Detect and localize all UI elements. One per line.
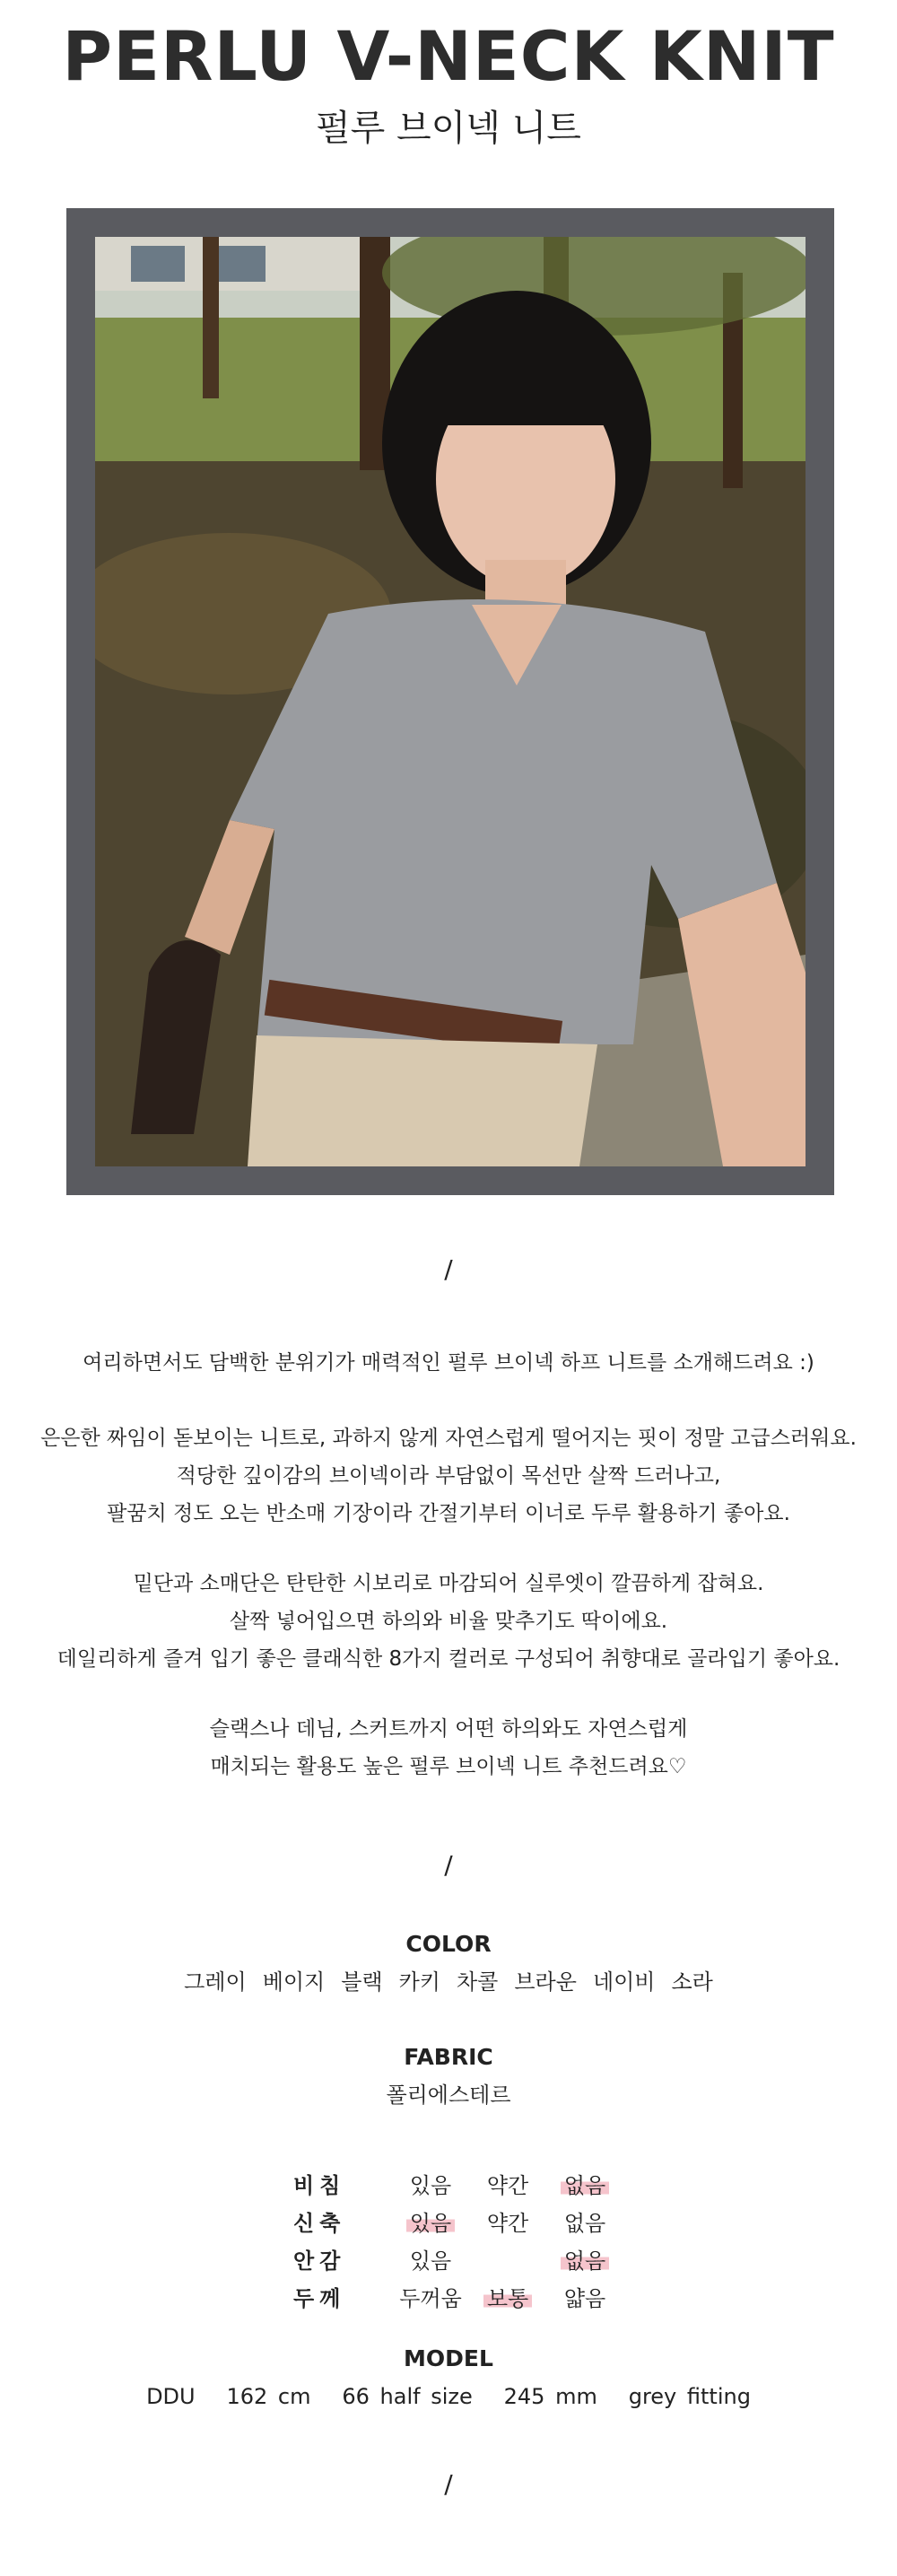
- color-option: 카키: [398, 1969, 440, 1995]
- spec-option: 두꺼움: [399, 2285, 462, 2311]
- product-photo-frame: [66, 208, 834, 1195]
- spec-option-selected: 있음: [406, 2205, 455, 2237]
- description-line: 살짝 넣어입으면 하의와 비율 맞추기도 딱이에요.: [229, 1610, 668, 1633]
- description-line: 매치되는 활용도 높은 펄루 브이넥 니트 추천드려요♡: [210, 1755, 687, 1778]
- color-option: 블랙: [341, 1969, 383, 1995]
- color-option: 차콜: [457, 1969, 499, 1995]
- description-line: 밑단과 소매단은 탄탄한 시보리로 마감되어 실루엣이 깔끔하게 잡혀요.: [133, 1572, 764, 1595]
- spec-option: 약간: [486, 2210, 529, 2236]
- spec-option: 있음: [409, 2248, 452, 2274]
- color-heading: COLOR: [405, 1931, 492, 1957]
- spec-option-selected: 없음: [561, 2243, 609, 2275]
- description-line: 슬랙스나 데님, 스커트까지 어떤 하의와도 자연스럽게: [209, 1717, 688, 1741]
- spec-option-cell: [469, 2164, 546, 2202]
- spec-row: [283, 2202, 623, 2240]
- color-option: 베이지: [262, 1969, 326, 1995]
- spec-option-cell: [546, 2164, 623, 2202]
- spec-option: 얇음: [563, 2285, 606, 2311]
- product-photo: [95, 237, 806, 1166]
- color-options: [0, 1967, 897, 1997]
- description-line: 적당한 깊이감의 브이넥이라 부담없이 목선만 살짝 드러나고,: [176, 1464, 721, 1488]
- color-option: 네이비: [592, 1969, 656, 1995]
- divider-2: /: [444, 1850, 453, 1880]
- spec-option-cell: [392, 2277, 469, 2315]
- spec-row: [283, 2164, 623, 2202]
- spec-option-cell: [546, 2202, 623, 2240]
- spec-option-cell: [392, 2240, 469, 2277]
- spec-label: 신축: [293, 2210, 346, 2236]
- spec-option-cell: [546, 2240, 623, 2277]
- fabric-value: 폴리에스테르: [386, 2083, 511, 2108]
- spec-option-cell: [392, 2202, 469, 2240]
- description-line: 은은한 짜임이 돋보이는 니트로, 과하지 않게 자연스럽게 떨어지는 핏이 정말 고급스러워요.: [40, 1427, 857, 1450]
- model-photo-illustration: [95, 237, 806, 1166]
- description-paragraph-1: [0, 1344, 897, 1382]
- spec-row: [283, 2240, 623, 2277]
- spec-label: 두께: [293, 2285, 346, 2311]
- divider-1: /: [444, 1254, 453, 1284]
- spec-label: 비침: [293, 2172, 346, 2198]
- spec-option-cell: [546, 2277, 623, 2315]
- color-option: 소라: [671, 1969, 713, 1995]
- product-subtitle: 펄루 브이넥 니트: [316, 108, 581, 149]
- fabric-heading: FABRIC: [404, 2044, 493, 2070]
- color-option: 브라운: [514, 1969, 577, 1995]
- spec-row: [283, 2277, 623, 2315]
- product-title: PERLU V-NECK KNIT: [62, 16, 835, 96]
- spec-option-cell: [469, 2202, 546, 2240]
- spec-table: [283, 2164, 623, 2315]
- model-heading: MODEL: [404, 2345, 493, 2371]
- description-paragraph-2: [0, 1419, 897, 1533]
- description-line: 팔꿈치 정도 오는 반소매 기장이라 간절기부터 이너로 두루 활용하기 좋아요.: [107, 1502, 790, 1525]
- model-info: DDU 162 cm 66 half size 245 mm grey fitting: [146, 2384, 751, 2409]
- spec-option-cell: [392, 2164, 469, 2202]
- description-line: 데일리하게 즐겨 입기 좋은 클래식한 8가지 컬러로 구성되어 취향대로 골라입기 좋아요.: [57, 1647, 840, 1671]
- description-line: 여리하면서도 담백한 분위기가 매력적인 펄루 브이넥 하프 니트를 소개해드려요 :): [83, 1351, 814, 1375]
- spec-option: 있음: [409, 2172, 452, 2198]
- divider-3: /: [444, 2469, 453, 2499]
- spec-option-selected: 없음: [561, 2168, 609, 2199]
- spec-option: 약간: [486, 2172, 529, 2198]
- spec-option-cell: [469, 2277, 546, 2315]
- color-option: 그레이: [184, 1969, 247, 1995]
- description-paragraph-3: [0, 1565, 897, 1678]
- spec-label: 안감: [293, 2248, 346, 2274]
- description-paragraph-4: [0, 1710, 897, 1786]
- spec-option-cell: [469, 2240, 546, 2277]
- spec-option: 없음: [563, 2210, 606, 2236]
- spec-option-selected: 보통: [483, 2281, 532, 2312]
